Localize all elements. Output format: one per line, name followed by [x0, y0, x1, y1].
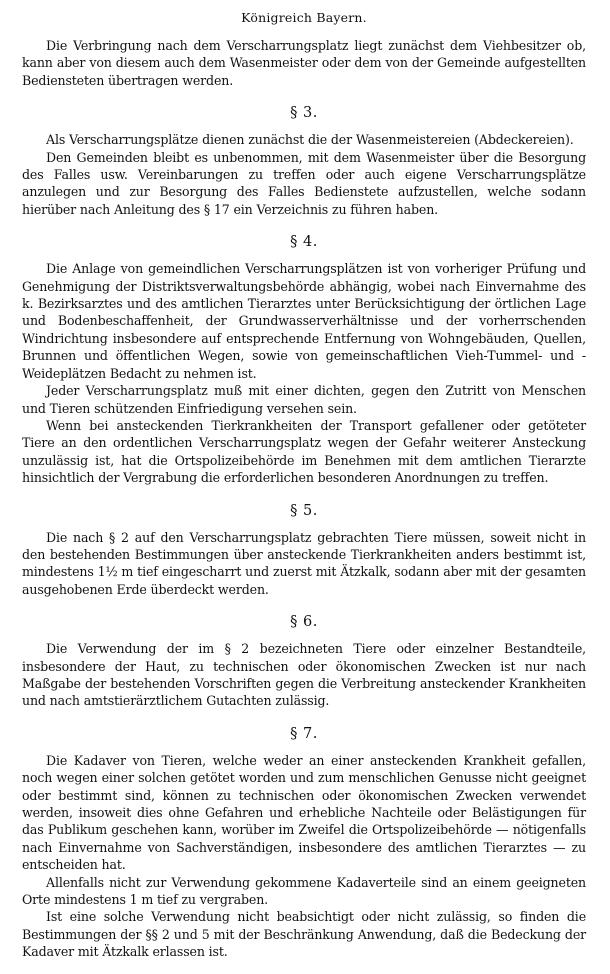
- section-paragraph: Wenn bei ansteckenden Tierkrankheiten der Transport gefallener oder getöteter Tiere an den ordentlichen Verscharrungsplatz wegen der Gefahr weiterer Ansteckung unzulässig ist, hat die Ortspolizeibehörde im Benehmen mit dem amtlichen Tierarzte hinsichtlich der Vergrabung die erforderlichen besonderen Anordnungen zu treffen.: [22, 417, 586, 486]
- section-6: [22, 614, 586, 710]
- section-paragraph: Die Verwendung der im § 2 bezeichneten Tiere oder einzelner Bestandteile, insbesondere der Haut, zu technischen oder ökonomischen Zwecken ist nur nach Maßgabe der bestehenden Vorschriften gegen die Verbreitung ansteckender Krankheiten und nach amtstierärztlichem Gutachten zulässig.: [22, 641, 586, 709]
- section-paragraph: Die nach § 2 auf den Verscharrungsplatz gebrachten Tiere müssen, soweit nicht in den bestehenden Bestimmungen über ansteckende Tierkrankheiten anders bestimmt ist, mindestens 1½ m tief eingescharrt und zuerst mit Ätzkalk, sodann aber mit der gesamten ausgehobenen Erde überdeckt werden.: [22, 529, 586, 597]
- running-head: Königreich Bayern.: [241, 10, 367, 25]
- section-paragraph: Als Verscharrungsplätze dienen zunächst die der Wasenmeistereien (Abdeckereien).: [46, 132, 574, 148]
- section-title: § 6.: [290, 614, 318, 631]
- section-title: § 5.: [290, 502, 318, 519]
- section-title: § 3.: [290, 105, 318, 122]
- section-paragraph: Die Anlage von gemeindlichen Verscharrungsplätzen ist von vorheriger Prüfung und Genehmigung der Distriktsverwaltungsbehörde abhängig, wobei nach Einvernahme des k. Bezirksarztes und des amtlichen Tierarztes unter Berücksichtigung der örtlichen Lage und Bodenbeschaffenheit, der Grundwasserverhältnisse und der vorherrschenden Windrichtung insbesondere auf entsprechende Entfernung von Wohngebäuden, Quellen, Brunnen und öffentlichen Wegen, sowie von gemeinschaftlichen Vieh-Tummel- und -Weideplätzen Bedacht zu nehmen ist.: [22, 261, 586, 381]
- section-7: [22, 726, 586, 961]
- section-paragraph: Den Gemeinden bleibt es unbenommen, mit dem Wasenmeister über die Besorgung des Falles usw. Vereinbarungen zu treffen oder auch eigene Verscharrungsplätze anzulegen und zur Besorgung des Falles Bedienstete aufzustellen, welche sodann hierüber nach Anleitung des § 17 ein Verzeichnis zu führen haben.: [22, 149, 586, 217]
- section-paragraph: Jeder Verscharrungsplatz muß mit einer dichten, gegen den Zutritt von Menschen und Tieren schützenden Einfriedigung versehen sein.: [22, 383, 586, 416]
- section-5: [22, 503, 586, 599]
- section-title: § 4.: [290, 234, 318, 251]
- intro-paragraph: Die Verbringung nach dem Verscharrungsplatz liegt zunächst dem Viehbesitzer ob, kann aber von diesem auch dem Wasenmeister oder dem von der Gemeinde aufgestellten Bediensteten übertragen werden.: [22, 38, 586, 88]
- section-4: [22, 234, 586, 486]
- section-3: [22, 105, 586, 218]
- section-paragraph: Die Kadaver von Tieren, welche weder an einer ansteckenden Krankheit gefallen, noch wegen einer solchen getötet worden und zum menschlichen Genusse nicht geeignet oder bestimmt sind, können zu technischen oder ökonomischen Zwecken verwendet werden, insoweit dies ohne Gefahren und erhebliche Nachteile oder Belästigungen für das Publikum geschehen kann, worüber im Zweifel die Ortspolizeibehörde — nötigenfalls nach Einvernahme von Sachverständigen, insbesondere des amtlichen Tierarztes — zu entscheiden hat.: [22, 752, 586, 873]
- section-paragraph: Allenfalls nicht zur Verwendung gekommene Kadaverteile sind an einem geeigneten Orte mindestens 1 m tief zu vergraben.: [22, 874, 586, 908]
- section-paragraph: Ist eine solche Verwendung nicht beabsichtigt oder nicht zulässig, so finden die Bestimmungen der §§ 2 und 5 mit der Beschränkung Anwendung, daß die Bedeckung der Kadaver mit Ätzkalk erlassen ist.: [22, 909, 586, 960]
- section-title: § 7.: [290, 725, 318, 742]
